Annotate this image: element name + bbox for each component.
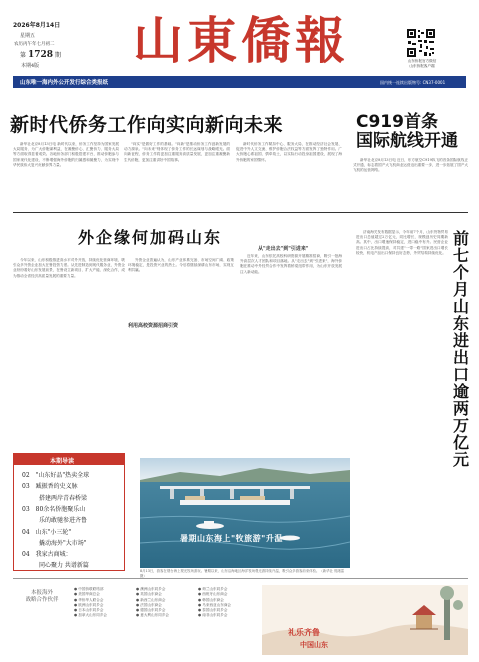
summary-item[interactable] (22, 470, 89, 479)
summary-item-text: 80余名侨胞聚乐山 (35, 505, 86, 513)
summary-item-page: 03 (22, 483, 30, 491)
trade-text: 济南海关发布数据显示，今年前7个月，山东货物贸易进出口总值超过2万亿元，同比增长，规模创历史同期新高。其中，出口增速保持稳定，进口稳中有升。民营企业进出口占比持续提高，对共建"一带一路"国家进出口增长较快，机电产品出口保持良好态势，外贸结构持续优化。 (356, 230, 448, 255)
summary-item[interactable] (22, 560, 89, 569)
footer-partner-item[interactable]: ● 马来西亚山东商会 (198, 602, 232, 607)
footer-partner-item[interactable]: ● 欧洲山东同乡会 (74, 602, 104, 607)
qr-code-icon[interactable] (406, 28, 436, 58)
foreign-side-text: 近年来，山东依托高校科研资源开展精准招商，吸引一批海外高层次人才团队和项目落地。从"走出去"到"引进来"，海外侨胞在推动中外经贸合作中发挥着桥梁纽带作用，为山东开放发展注入新动能。 (240, 254, 342, 274)
lead-col1-text: 新华社北京8月13日电 新时代以来，侨务工作坚持为国家发展大局服务、为广大侨胞谋利益，在凝聚侨心、汇聚侨力、服务大局等方面取得显著成效。各地侨务部门积极搭建平台，推动侨胞参与国家现代化建设，不断增强海外侨胞的归属感和凝聚力，为实现中华民族伟大复兴贡献侨界力量。 (13, 142, 119, 167)
side-article-body (353, 158, 468, 206)
photo-caption: 暑期山东海上"牧旅游"升温 (180, 533, 283, 543)
footer-art-title: 礼乐齐鲁 (288, 627, 320, 637)
foreign-subheading: 利用高校资源招商引资 (128, 323, 179, 329)
lead-column-1 (13, 142, 119, 210)
issue-prefix: 第 (20, 52, 27, 59)
section-divider (13, 212, 468, 213)
summary-item-text: 山东"小三轮" (35, 528, 72, 536)
footer-partner-item[interactable]: ● 美国华商总会 (74, 592, 100, 597)
foreign-col2-text: 外资企业普遍认为，山东产业体系完备、市场空间广阔、政策环境稳定，是投资兴业的热土。今后将继续深耕山东市场，实现互利共赢。 (128, 258, 234, 273)
summary-item-page: 04 (22, 551, 30, 559)
footer-partner-item[interactable]: ● 南非山东同乡会 (198, 613, 228, 618)
summary-item[interactable] (22, 493, 87, 502)
summary-item[interactable] (22, 504, 85, 513)
footer-partner-item[interactable]: ● 荷兰山东同乡会 (198, 587, 228, 591)
issue-suffix: 期 (54, 52, 61, 59)
issue-number: 1728 (27, 50, 53, 60)
footer-partners-label: 本报海外 战略合作伙伴 (25, 590, 59, 603)
foreign-side-body (240, 254, 342, 442)
summary-item[interactable] (22, 538, 87, 547)
photo-credit: 8月13日，游客在烟台海上观光牧场游玩。暑期以来，山东沿海地区海洋牧场观光游持续升温，吸引众多游客前来体验。（新华社 郭绪雷 摄） (140, 569, 345, 578)
footer-partner-item[interactable]: ● 泰国山东同乡会 (198, 608, 228, 613)
footer-partner-item[interactable]: ● 意大利山东同乡会 (136, 613, 170, 618)
summary-item-text: 臧振香的史义脉 (35, 483, 78, 491)
footer-art-subtitle: 中国山东 (300, 640, 328, 649)
lead-headline[interactable]: 新时代侨务工作向实向新向未来 (10, 114, 284, 136)
footer-partner-column-3 (198, 587, 231, 619)
footer-partner-column-1 (74, 587, 107, 619)
lead-col3-text: 新时代侨务工作紧扣中心、服务大局，在推动经济社会发展、促进中外人文交流、维护侨胞合法权益等方面发挥了独特作用。广大侨胞心系祖国、情牵故土，以实际行动投身祖国建设，展现了海外侨胞的家国情怀。 (236, 142, 342, 162)
side-headline[interactable]: C919首条 国际航线开通 (356, 112, 458, 151)
footer-partner-item[interactable]: ● 新西兰山东商会 (136, 597, 166, 602)
footer-partner-item[interactable]: ● 法国山东商会 (136, 602, 162, 607)
masthead-lunar-date: 农历丙午年七月初二 (14, 42, 55, 47)
summary-item[interactable] (22, 515, 87, 524)
footer-partner-item[interactable]: ● 华侨华人联合会 (74, 597, 104, 602)
summary-item[interactable] (22, 481, 78, 490)
masthead-app-label: 山东侨报官方微信 山东侨报客户端 (407, 59, 437, 68)
banner-slogan: 山东唯一海内外公开发行综合类报纸 (20, 80, 109, 86)
summary-item[interactable] (22, 527, 71, 536)
summary-item-page: 04 (22, 528, 30, 536)
foreign-column-2 (128, 258, 234, 318)
footer-partner-item[interactable]: ● 日本山东同乡会 (74, 608, 104, 613)
masthead-date: 2026年8月14日 (13, 22, 61, 29)
footer-partner-column-2 (136, 587, 169, 619)
lead-col2-text: "向实"是做好工作的基础。"向新"是推动侨务工作创新发展的动力源泉。"向未来"则体现了侨务工作的长远谋划与战略眼光。面向新征程，侨务工作将更加注重服务高质量发展，更加注重凝聚新生代侨胞，更加注重讲好中国故事。 (124, 142, 230, 162)
summary-item-text: 同心聚力 共谱新篇 (39, 562, 89, 570)
footer-partner-item[interactable]: ● 英国山东商会 (136, 592, 162, 597)
summary-item-page: 03 (22, 505, 30, 513)
newspaper-logo (116, 10, 366, 70)
foreign-headline[interactable]: 外企缘何加码山东 (78, 228, 223, 247)
footer-partner-item[interactable]: ● 西班牙山东商会 (198, 592, 228, 597)
trade-headline[interactable]: 前七个月山东进出口逾两万亿元 (452, 229, 469, 469)
side-article-text: 新华社北京8月13日电 近日，东方航空C919执飞的首条国际航线正式开通，标志着国产大飞机商业运营迈出重要一步，进一步拓展了国产大飞机的运营网络。 (353, 158, 468, 173)
summary-item-text: "山东好品"热卖全球 (35, 472, 90, 479)
masthead-issue (20, 50, 61, 60)
summary-item-text: 撬动海外"大市场" (39, 539, 87, 547)
logo-text: 山東僑報 (133, 11, 349, 70)
summary-title: 本期导读 (50, 458, 75, 465)
summary-item-text: 搭建两岸青春桥梁 (39, 494, 88, 502)
footer-partner-item[interactable]: ● 韩国山东商会 (198, 597, 224, 602)
lead-column-3 (236, 142, 342, 210)
footer-partner-item[interactable]: ● 加拿大山东同乡会 (74, 613, 108, 618)
masthead-pages: 本期4版 (21, 63, 40, 69)
footer-divider (13, 578, 468, 579)
footer-partner-item[interactable]: ● 中国侨联联络部 (74, 587, 104, 591)
summary-item-page: 02 (22, 472, 30, 479)
banner-registration: 国内统一连续出版物号: CN37-0001 (380, 80, 446, 85)
footer-culture-art (262, 585, 468, 655)
summary-item-text: 我家古商城： (35, 551, 72, 559)
foreign-side-title: 从"走出去"到"引进来" (258, 246, 309, 252)
masthead-weekday: 星期五 (20, 33, 36, 39)
summary-item[interactable] (22, 549, 72, 558)
foreign-col1-text: 今年以来，山东积极推进高水平对外开放，持续优化营商环境，吸引众多外资企业加大在鲁投资力度。从先进制造到现代服务业，外资企业纷纷看好山东发展前景，在鲁设立新项目、扩大产能、深化合作，成为推动全省经济高质量发展的重要力量。 (13, 258, 125, 278)
foreign-column-1 (13, 258, 125, 440)
trade-body (356, 230, 448, 500)
footer-partner-item[interactable]: ● 澳洲山东同乡会 (136, 587, 166, 591)
harbor-photo[interactable] (140, 458, 350, 568)
lead-column-2 (124, 142, 230, 210)
summary-item-text: 乐的敢驰参进齐鲁 (39, 517, 88, 525)
footer-partner-item[interactable]: ● 德国山东同乡会 (136, 608, 166, 613)
